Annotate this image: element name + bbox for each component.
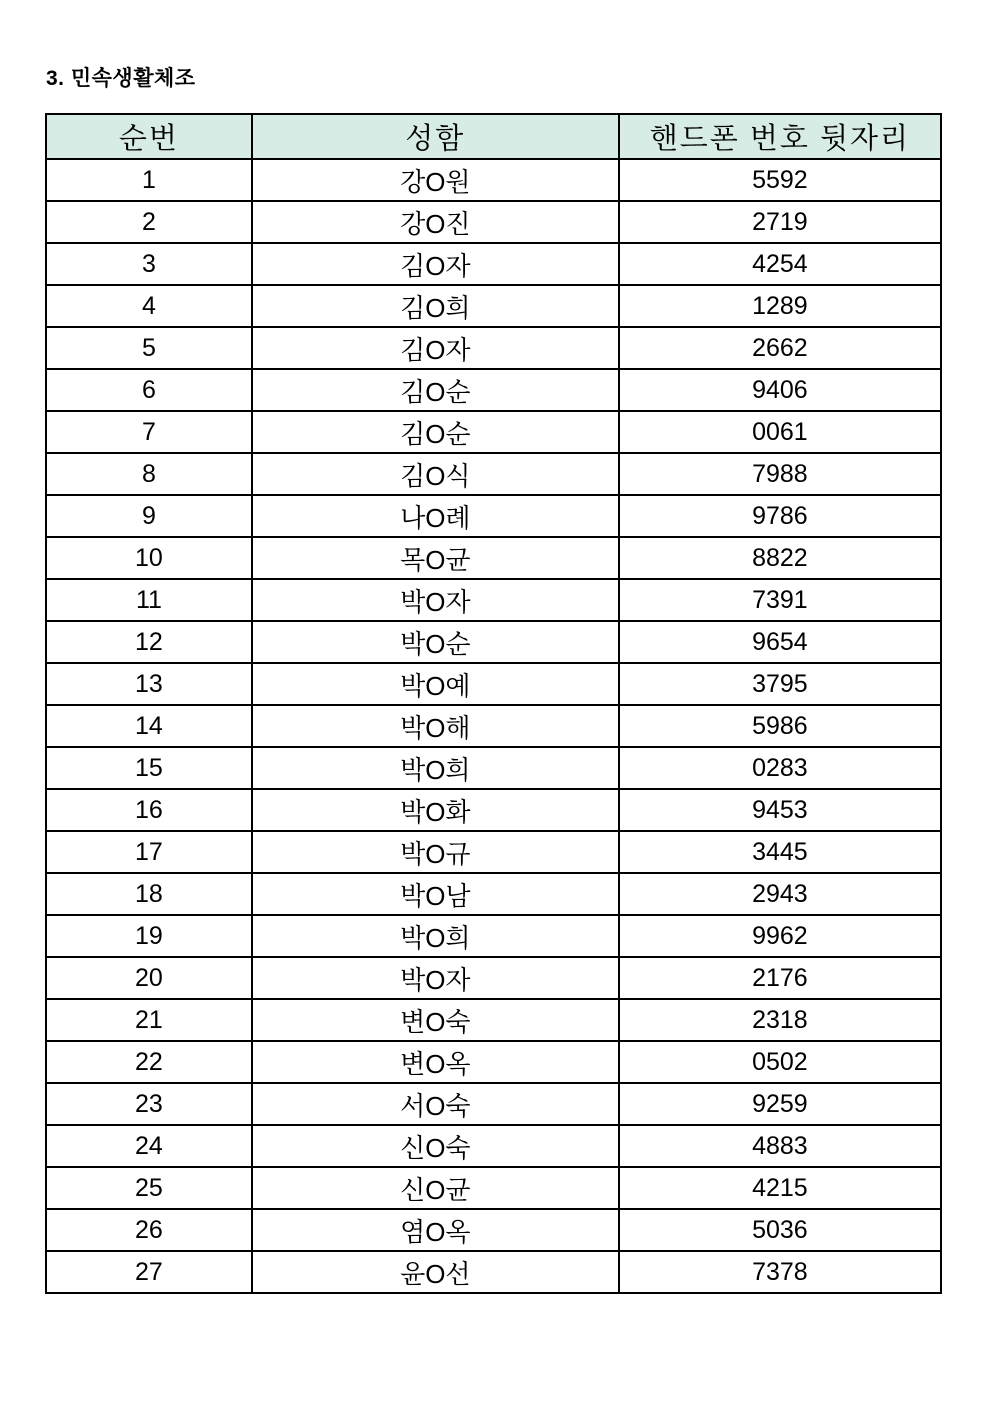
row-number-cell: 16 [46, 789, 252, 831]
member-name-cell: 박O화 [252, 789, 619, 831]
member-name-cell: 김O희 [252, 285, 619, 327]
table-row [46, 873, 941, 915]
row-number-cell: 22 [46, 1041, 252, 1083]
table-row [46, 327, 941, 369]
row-number-cell: 2 [46, 201, 252, 243]
table-row [46, 537, 941, 579]
member-name-cell: 박O규 [252, 831, 619, 873]
row-number-cell: 1 [46, 159, 252, 201]
table-row [46, 747, 941, 789]
row-number-cell: 27 [46, 1251, 252, 1293]
table-row [46, 1125, 941, 1167]
row-number-cell: 23 [46, 1083, 252, 1125]
member-name-cell: 김O자 [252, 243, 619, 285]
table-row [46, 159, 941, 201]
member-name-cell: 박O해 [252, 705, 619, 747]
row-number-cell: 24 [46, 1125, 252, 1167]
table-row [46, 411, 941, 453]
member-name-cell: 김O순 [252, 411, 619, 453]
table-row [46, 1251, 941, 1293]
phone-last-digits-cell: 2662 [619, 327, 941, 369]
table-row [46, 201, 941, 243]
row-number-cell: 10 [46, 537, 252, 579]
phone-last-digits-cell: 2719 [619, 201, 941, 243]
column-header-name: 성함 [252, 114, 619, 159]
row-number-cell: 3 [46, 243, 252, 285]
phone-last-digits-cell: 1289 [619, 285, 941, 327]
table-header [46, 114, 941, 159]
table-row [46, 579, 941, 621]
row-number-cell: 13 [46, 663, 252, 705]
member-name-cell: 박O순 [252, 621, 619, 663]
member-name-cell: 박O자 [252, 957, 619, 999]
phone-last-digits-cell: 4215 [619, 1167, 941, 1209]
member-name-cell: 변O옥 [252, 1041, 619, 1083]
table-row [46, 1209, 941, 1251]
phone-last-digits-cell: 3795 [619, 663, 941, 705]
table-row [46, 369, 941, 411]
table-row [46, 495, 941, 537]
phone-last-digits-cell: 4883 [619, 1125, 941, 1167]
table-row [46, 789, 941, 831]
phone-last-digits-cell: 7378 [619, 1251, 941, 1293]
row-number-cell: 19 [46, 915, 252, 957]
member-name-cell: 염O옥 [252, 1209, 619, 1251]
table-row [46, 705, 941, 747]
row-number-cell: 8 [46, 453, 252, 495]
member-name-cell: 박O자 [252, 579, 619, 621]
row-number-cell: 14 [46, 705, 252, 747]
phone-last-digits-cell: 3445 [619, 831, 941, 873]
row-number-cell: 4 [46, 285, 252, 327]
member-name-cell: 박O희 [252, 747, 619, 789]
member-name-cell: 박O희 [252, 915, 619, 957]
phone-last-digits-cell: 7391 [619, 579, 941, 621]
table-row [46, 957, 941, 999]
phone-last-digits-cell: 4254 [619, 243, 941, 285]
row-number-cell: 5 [46, 327, 252, 369]
row-number-cell: 17 [46, 831, 252, 873]
table-body [46, 159, 941, 1293]
phone-last-digits-cell: 9259 [619, 1083, 941, 1125]
member-name-cell: 윤O선 [252, 1251, 619, 1293]
table-row [46, 1083, 941, 1125]
table-row [46, 831, 941, 873]
table-row [46, 285, 941, 327]
row-number-cell: 18 [46, 873, 252, 915]
phone-last-digits-cell: 0283 [619, 747, 941, 789]
row-number-cell: 20 [46, 957, 252, 999]
phone-last-digits-cell: 9453 [619, 789, 941, 831]
phone-last-digits-cell: 5986 [619, 705, 941, 747]
member-name-cell: 나O례 [252, 495, 619, 537]
row-number-cell: 25 [46, 1167, 252, 1209]
row-number-cell: 21 [46, 999, 252, 1041]
row-number-cell: 11 [46, 579, 252, 621]
table-row [46, 243, 941, 285]
member-name-cell: 김O순 [252, 369, 619, 411]
phone-last-digits-cell: 9654 [619, 621, 941, 663]
row-number-cell: 15 [46, 747, 252, 789]
member-name-cell: 김O자 [252, 327, 619, 369]
column-header-phone-last-digits: 핸드폰 번호 뒷자리 [619, 114, 941, 159]
phone-last-digits-cell: 8822 [619, 537, 941, 579]
table-row [46, 1041, 941, 1083]
table-row [46, 453, 941, 495]
phone-last-digits-cell: 7988 [619, 453, 941, 495]
member-name-cell: 신O균 [252, 1167, 619, 1209]
phone-last-digits-cell: 9786 [619, 495, 941, 537]
table-row [46, 1167, 941, 1209]
table-row [46, 999, 941, 1041]
member-name-cell: 강O원 [252, 159, 619, 201]
phone-last-digits-cell: 0502 [619, 1041, 941, 1083]
column-header-number: 순번 [46, 114, 252, 159]
phone-last-digits-cell: 5036 [619, 1209, 941, 1251]
member-name-cell: 김O식 [252, 453, 619, 495]
table-row [46, 663, 941, 705]
member-name-cell: 서O숙 [252, 1083, 619, 1125]
row-number-cell: 12 [46, 621, 252, 663]
phone-last-digits-cell: 2176 [619, 957, 941, 999]
phone-last-digits-cell: 2318 [619, 999, 941, 1041]
page-title: 3. 민속생활체조 [46, 67, 196, 90]
member-name-cell: 강O진 [252, 201, 619, 243]
member-name-cell: 변O숙 [252, 999, 619, 1041]
row-number-cell: 7 [46, 411, 252, 453]
table-row [46, 915, 941, 957]
member-name-cell: 박O남 [252, 873, 619, 915]
row-number-cell: 6 [46, 369, 252, 411]
row-number-cell: 26 [46, 1209, 252, 1251]
phone-last-digits-cell: 5592 [619, 159, 941, 201]
member-name-cell: 신O숙 [252, 1125, 619, 1167]
phone-last-digits-cell: 0061 [619, 411, 941, 453]
member-roster-table [45, 113, 942, 1294]
member-name-cell: 박O예 [252, 663, 619, 705]
phone-last-digits-cell: 9962 [619, 915, 941, 957]
member-name-cell: 목O균 [252, 537, 619, 579]
table-row [46, 621, 941, 663]
phone-last-digits-cell: 2943 [619, 873, 941, 915]
row-number-cell: 9 [46, 495, 252, 537]
phone-last-digits-cell: 9406 [619, 369, 941, 411]
table-header-row [46, 114, 941, 159]
